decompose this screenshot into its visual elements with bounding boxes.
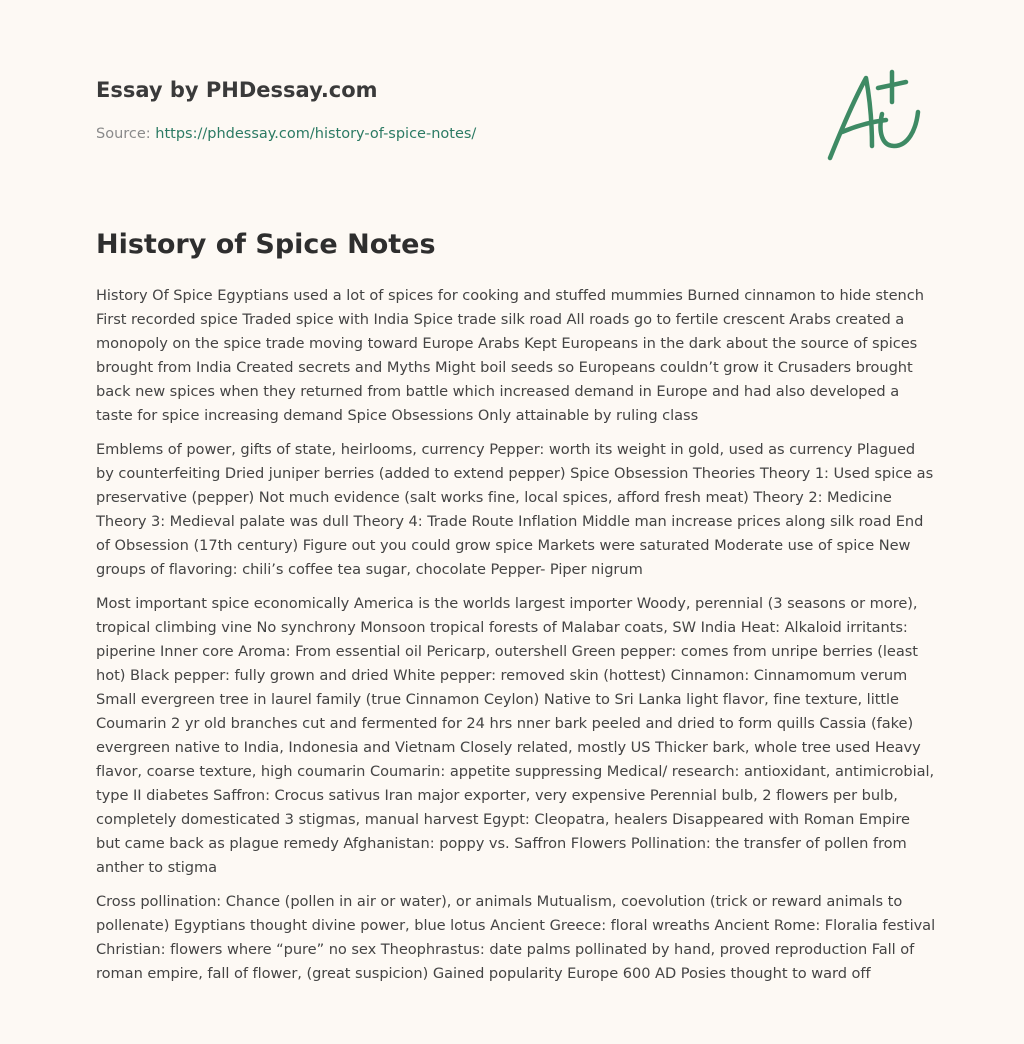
paragraph: Emblems of power, gifts of state, heirlooms, currency Pepper: worth its weight in gold, used as currency Plagued by counterfeiting Dried juniper berries (added to extend pepper) Spice Obsession Theories Theory 1: Used spice as preservative (pepper) Not much evidence (salt works fine, local spices, afford fresh meat) Theory 2: Medicine Theory 3: Medieval palate was dull Theory 4: Trade Route Inflation Middle man increase prices along silk road End of Obsession (17th century) Figure out you could grow spice Markets were saturated Moderate use of spice New groups of flavoring: chili’s coffee tea sugar, chocolate Pepper- Piper nigrum — [96, 441, 934, 578]
site-title: Essay by PHDessay.com — [96, 78, 378, 102]
essay-body — [96, 284, 936, 996]
a-plus-icon — [820, 66, 932, 170]
source-line — [96, 124, 796, 144]
paragraph: Most important spice economically America is the worlds largest importer Woody, perennial (3 seasons or more), tropical climbing vine No synchrony Monsoon tropical forests of Malabar coats, SW India Heat: Alkaloid irritants: piperine Inner core Aroma: From essential oil Pericarp, outershell Green pepper: comes from unripe berries (least hot) Black pepper: fully grown and dried White pepper: removed skin (hottest) Cinnamon: Cinnamomum verum Small evergreen tree in laurel family (true Cinnamon Ceylon) Native to Sri Lanka light flavor, fine texture, little Coumarin 2 yr old branches cut and fermented for 24 hrs nner bark peeled and dried to form quills Cassia (fake) evergreen native to India, Indonesia and Vietnam Closely related, mostly US Thicker bark, whole tree used Heavy flavor, coarse texture, high coumarin Coumarin: appetite suppressing Medical/ research: antioxidant, antimicrobial, type II diabetes Saffron: Crocus sativus Iran major exporter, very expensive Perennial bulb, 2 flowers per bulb, completely domesticated 3 stigmas, manual harvest Egypt: Cleopatra, healers Disappeared with Roman Empire but came back as plague remedy Afghanistan: poppy vs. Saffron Flowers Pollination: the transfer of pollen from anther to stigma — [96, 595, 935, 876]
essay-header — [96, 74, 796, 144]
document-title: History of Spice Notes — [96, 229, 436, 260]
source-label: Source: — [96, 126, 151, 142]
source-link[interactable]: https://phdessay.com/history-of-spice-notes/ — [155, 126, 477, 142]
paragraph: Cross pollination: Chance (pollen in air or water), or animals Mutualism, coevolution (trick or reward animals to pollenate) Egyptians thought divine power, blue lotus Ancient Greece: floral wreaths Ancient Rome: Floralia festival Christian: flowers where “pure” no sex Theophrastus: date palms pollinated by hand, proved reproduction Fall of roman empire, fall of flower, (great suspicion) Gained popularity Europe 600 AD Posies thought to ward off — [96, 893, 936, 982]
paragraph: History Of Spice Egyptians used a lot of spices for cooking and stuffed mummies Burned cinnamon to hide stench First recorded spice Traded spice with India Spice trade silk road All roads go to fertile crescent Arabs created a monopoly on the spice trade moving toward Europe Arabs Kept Europeans in the dark about the source of spices brought from India Created secrets and Myths Might boil seeds so Europeans couldn’t grow it Crusaders brought back new spices when they returned from battle which increased demand in Europe and had also developed a taste for spice increasing demand Spice Obsessions Only attainable by ruling class — [96, 287, 924, 424]
